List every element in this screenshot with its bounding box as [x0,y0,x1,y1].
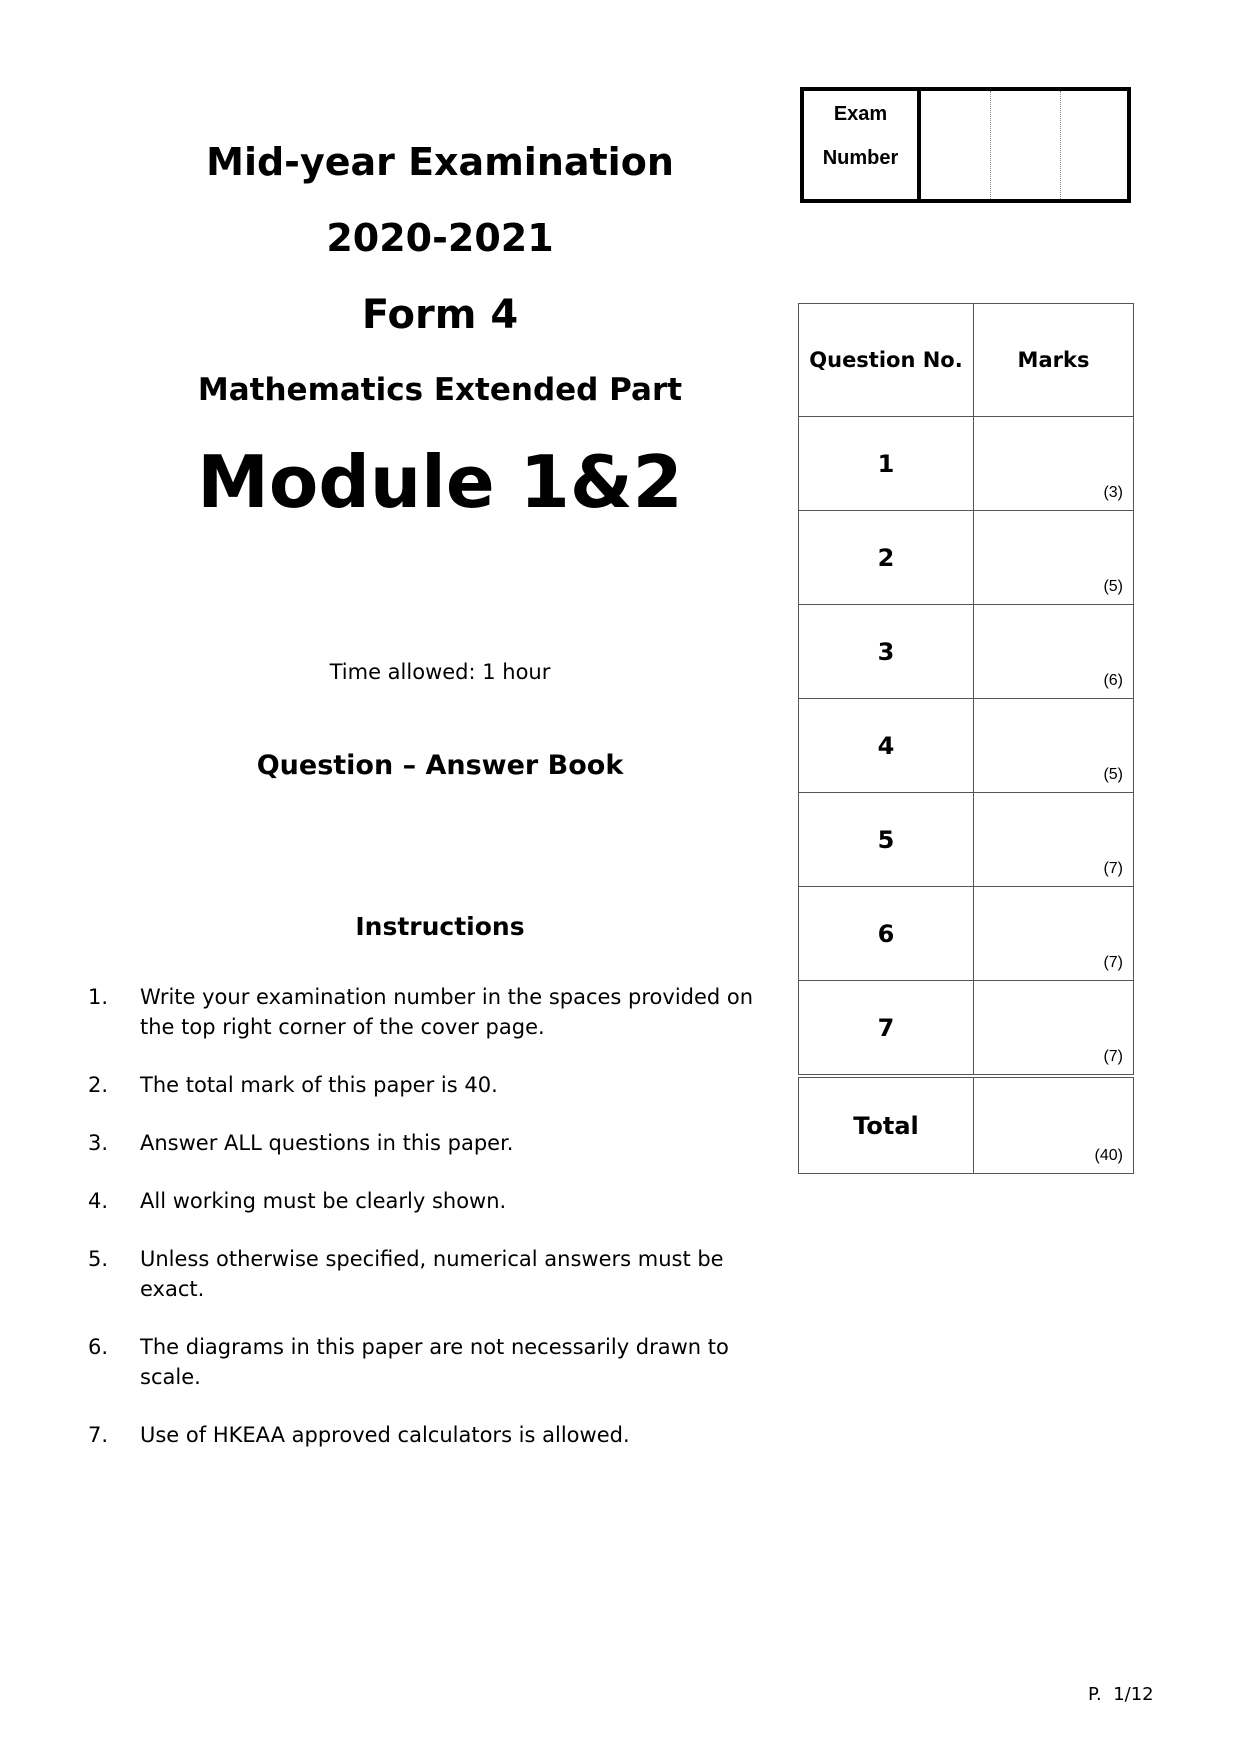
instructions-heading: Instructions [355,912,525,941]
header-marks: Marks [974,304,1134,417]
instruction-number: 2. [88,1073,109,1097]
question-number: 7 [799,981,974,1077]
instruction-item [88,1070,788,1100]
max-marks: (7) [1103,1048,1123,1065]
max-marks: (7) [1103,860,1123,877]
exam-number-digit-1[interactable] [921,91,990,199]
marks-cell[interactable] [974,417,1134,511]
total-max-marks: (40) [1094,1147,1123,1164]
instructions-list [88,982,788,1478]
instruction-item [88,1186,788,1216]
table-row [799,793,1134,887]
instruction-text: Use of HKEAA approved calculators is allowed. [140,1423,630,1447]
marks-cell[interactable] [974,699,1134,793]
max-marks: (5) [1103,766,1123,783]
question-number: 4 [799,699,974,793]
marks-table [798,303,1134,1174]
exam-title: Mid-year Examination [206,140,674,184]
instruction-text: Write your examination number in the spaces provided on the top right corner of the cover page. [140,985,754,1039]
question-number: 5 [799,793,974,887]
instruction-text: Answer ALL questions in this paper. [140,1131,514,1155]
instruction-item [88,1244,788,1304]
table-row [799,417,1134,511]
question-number: 6 [799,887,974,981]
question-number: 1 [799,417,974,511]
header-question-no: Question No. [799,304,974,417]
instruction-item [88,1420,788,1450]
marks-cell[interactable] [974,887,1134,981]
exam-number-digit-2[interactable] [990,91,1061,199]
instruction-number: 3. [88,1131,109,1155]
instruction-item [88,982,788,1042]
academic-year: 2020-2021 [326,216,554,260]
instruction-item [88,1128,788,1158]
instruction-text: All working must be clearly shown. [140,1189,507,1213]
time-allowed: Time allowed: 1 hour [329,660,551,684]
instruction-number: 5. [88,1247,109,1271]
total-label: Total [799,1076,974,1174]
max-marks: (3) [1103,484,1123,501]
table-row [799,511,1134,605]
max-marks: (7) [1103,954,1123,971]
table-row [799,699,1134,793]
total-row [799,1076,1134,1174]
table-row [799,887,1134,981]
module-title: Module 1&2 [197,440,683,524]
total-marks-cell[interactable] [974,1076,1134,1174]
table-row [799,605,1134,699]
exam-label-line2: Number [822,147,899,169]
instruction-number: 6. [88,1335,109,1359]
marks-cell[interactable] [974,605,1134,699]
book-type: Question – Answer Book [256,750,624,781]
marks-cell[interactable] [974,793,1134,887]
instruction-item [88,1332,788,1392]
exam-number-digit-3[interactable] [1060,91,1128,199]
instruction-text: The diagrams in this paper are not necessarily drawn to scale. [140,1335,729,1389]
page-number: P. 1/12 [1088,1684,1154,1705]
marks-cell[interactable] [974,511,1134,605]
instruction-text: Unless otherwise specified, numerical answers must be exact. [140,1247,724,1301]
marks-cell[interactable] [974,981,1134,1077]
subject: Mathematics Extended Part [197,372,683,408]
question-number: 2 [799,511,974,605]
exam-number-label [804,91,921,199]
instruction-number: 7. [88,1423,109,1447]
exam-number-box [800,87,1131,203]
exam-label-line1: Exam [833,103,888,125]
max-marks: (6) [1103,672,1123,689]
table-row [799,981,1134,1077]
instruction-number: 4. [88,1189,109,1213]
form-level: Form 4 [361,292,519,338]
instruction-text: The total mark of this paper is 40. [140,1073,498,1097]
instruction-number: 1. [88,985,109,1009]
question-number: 3 [799,605,974,699]
max-marks: (5) [1103,578,1123,595]
